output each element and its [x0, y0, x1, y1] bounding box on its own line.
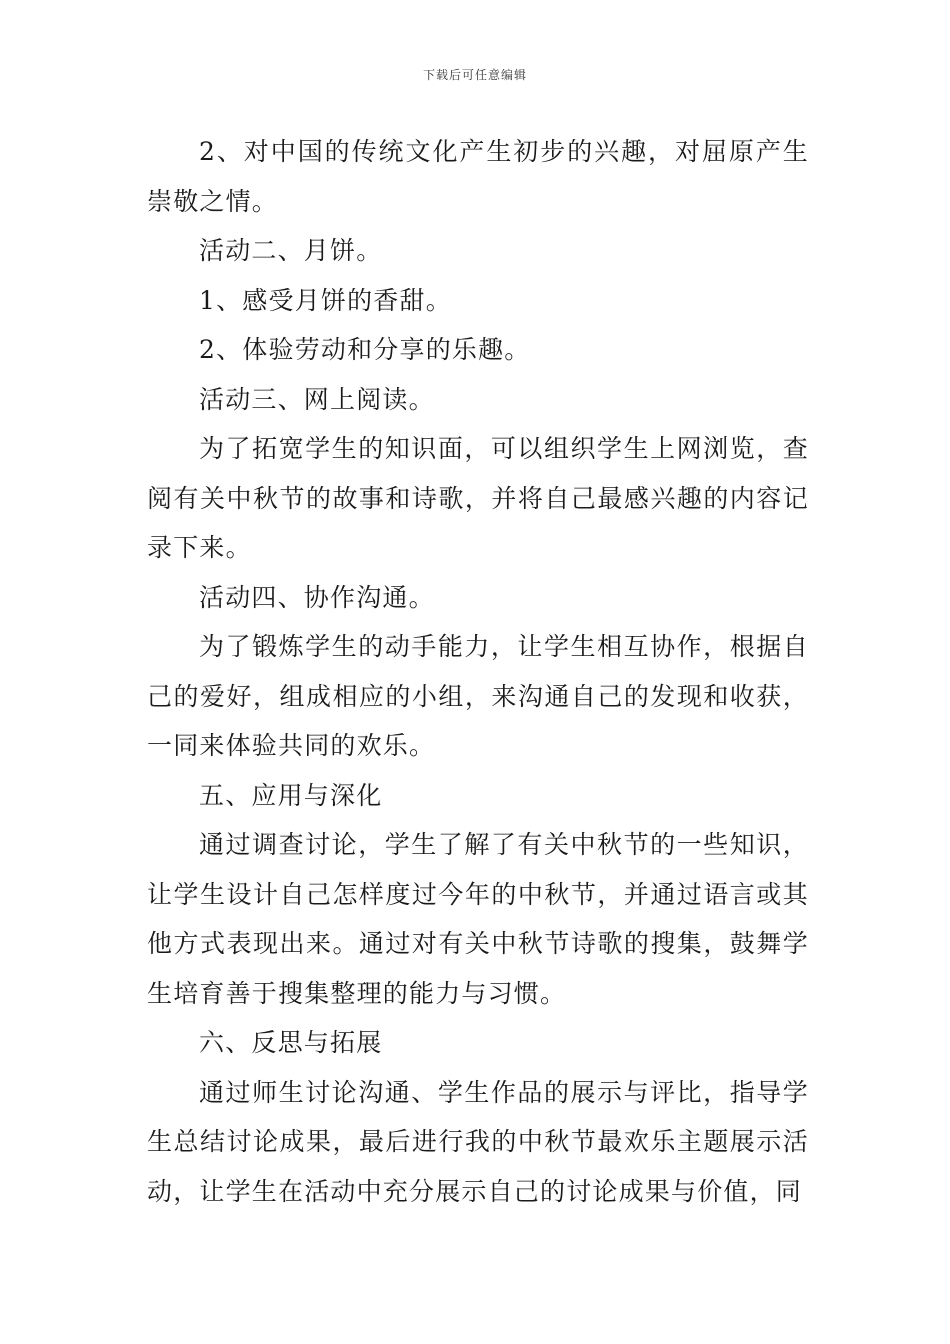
paragraph-activity-2-item-2: 2、体验劳动和分享的乐趣。 [199, 335, 531, 364]
paragraph-activity-3-title: 活动三、网上阅读。 [199, 384, 435, 414]
paragraph-section-5-title: 五、应用与深化 [199, 780, 383, 810]
paragraph-section-5-body: 通过调查讨论，学生了解了有关中秋节的一些知识，让学生设计自己怎样度过今年的中秋节，并通过语言或其他方式表现出来。通过对有关中秋节诗歌的搜集，鼓舞学生培育善于搜集整理的能力与习惯。 [147, 830, 809, 1008]
paragraph-activity-4-body: 为了锻炼学生的动手能力，让学生相互协作，根据自己的爱好，组成相应的小组，来沟通自己的发现和收获，一同来体验共同的欢乐。 [147, 632, 809, 760]
paragraph-section-6-body: 通过师生讨论沟通、学生作品的展示与评比，指导学生总结讨论成果，最后进行我的中秋节最欢乐主题展示活动，让学生在活动中充分展示自己的讨论成果与价值，同 [147, 1077, 809, 1206]
paragraph-objective-2: 2、对中国的传统文化产生初步的兴趣，对屈原产生崇敬之情。 [147, 137, 809, 216]
document-body [147, 127, 809, 1216]
paragraph-activity-2-title: 活动二、月饼。 [199, 236, 383, 265]
paragraph-activity-4-title: 活动四、协作沟通。 [199, 582, 435, 612]
header-note: 下载后可任意编辑 [422, 68, 527, 82]
paragraph-activity-2-item-1: 1、感受月饼的香甜。 [199, 285, 452, 315]
paragraph-section-6-title: 六、反思与拓展 [199, 1028, 383, 1057]
paragraph-activity-3-body: 为了拓宽学生的知识面，可以组织学生上网浏览，查阅有关中秋节的故事和诗歌，并将自己最感兴趣的内容记录下来。 [147, 434, 809, 562]
